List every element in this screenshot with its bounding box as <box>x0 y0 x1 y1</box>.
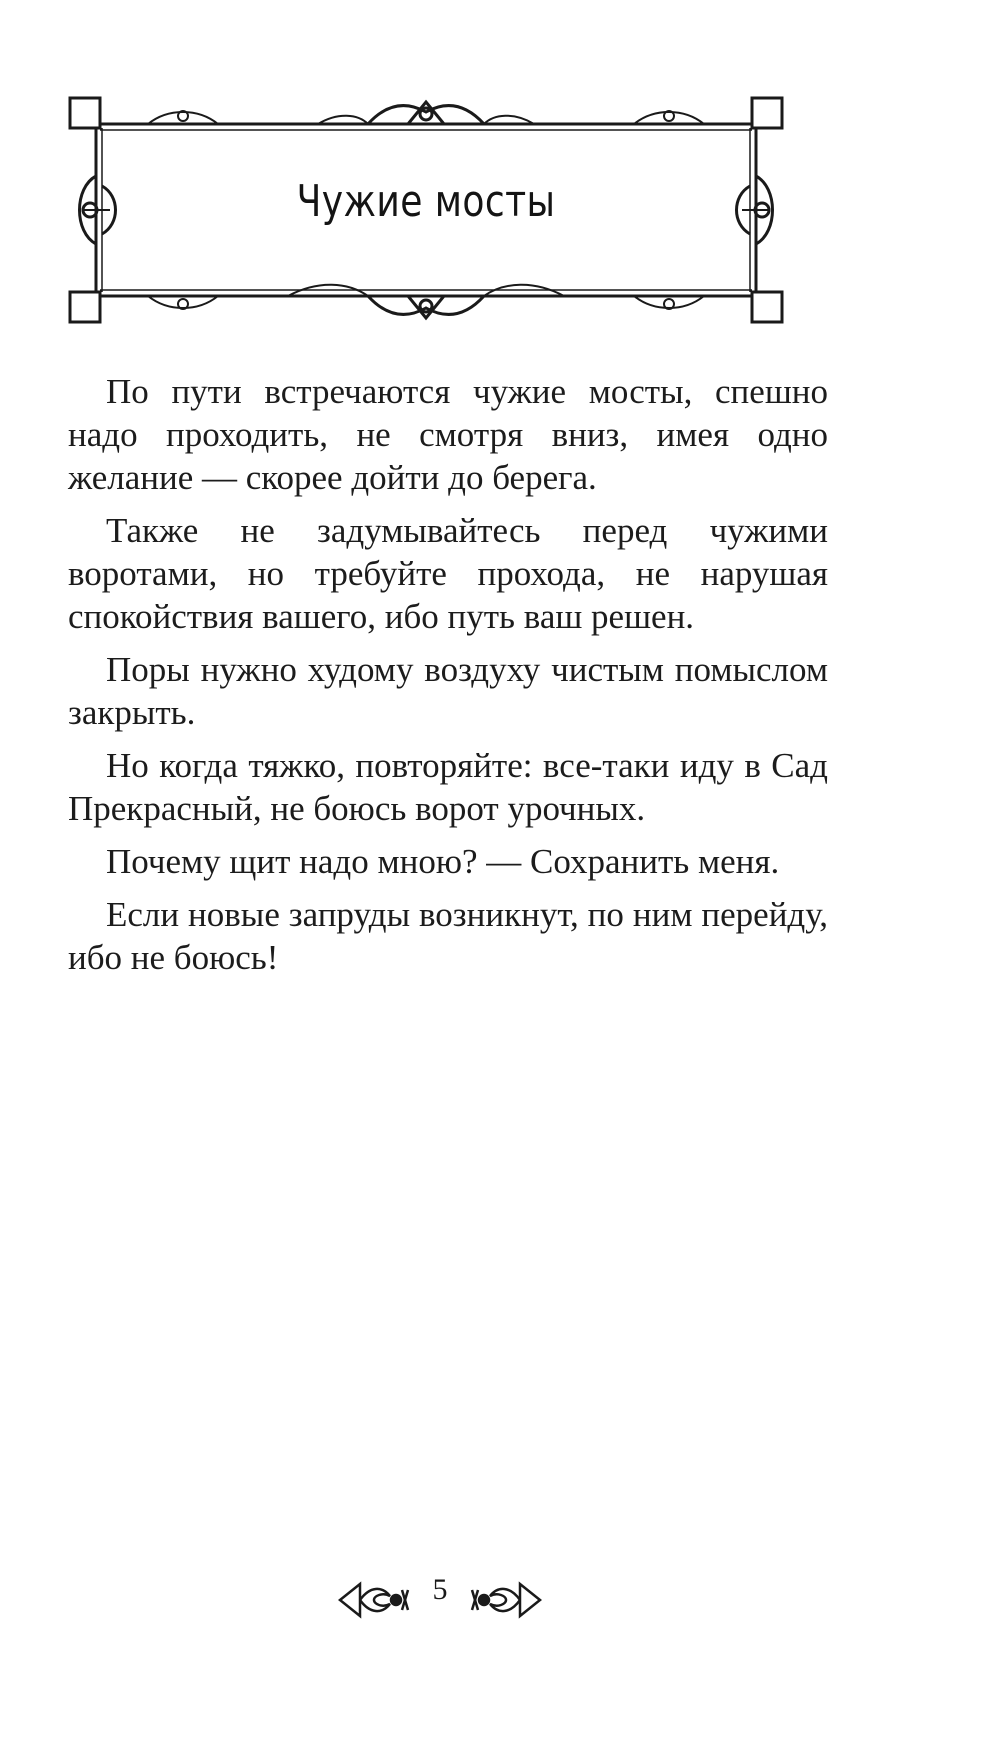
paragraph: Поры нужно худому воздуху чистым помыслом закрыть. <box>68 650 828 732</box>
paragraph: Также не задумывайтесь перед чужими воротами, но требуйте прохода, не нарушая спокойствия вашего, ибо путь ваш решен. <box>68 511 828 636</box>
footer-ornament-left <box>340 1584 408 1616</box>
chapter-title: Чужие мосты <box>296 176 556 227</box>
chapter-header-frame <box>68 96 784 324</box>
paragraph: Но когда тяжко, повторяйте: все-таки иду в Сад Прекрасный, не боюсь ворот урочных. <box>68 746 828 828</box>
frame-corner-bottom-left <box>70 292 100 322</box>
paragraph: По пути встречаются чужие мосты, спешно надо проходить, не смотря вниз, имея одно желание — скорее дойти до берега. <box>68 372 828 497</box>
frame-knot-top-center <box>318 102 534 124</box>
chapter-body <box>68 370 828 989</box>
page-number: 5 <box>432 1573 448 1606</box>
paragraph: Почему щит надо мною? — Сохранить меня. <box>106 842 780 881</box>
footer-ornament-right <box>472 1584 540 1616</box>
paragraph: Если новые запруды возникнут, по ним перейду, ибо не боюсь! <box>68 895 828 977</box>
frame-corner-top-right <box>752 98 782 128</box>
frame-corner-bottom-right <box>752 292 782 322</box>
frame-corner-top-left <box>70 98 100 128</box>
